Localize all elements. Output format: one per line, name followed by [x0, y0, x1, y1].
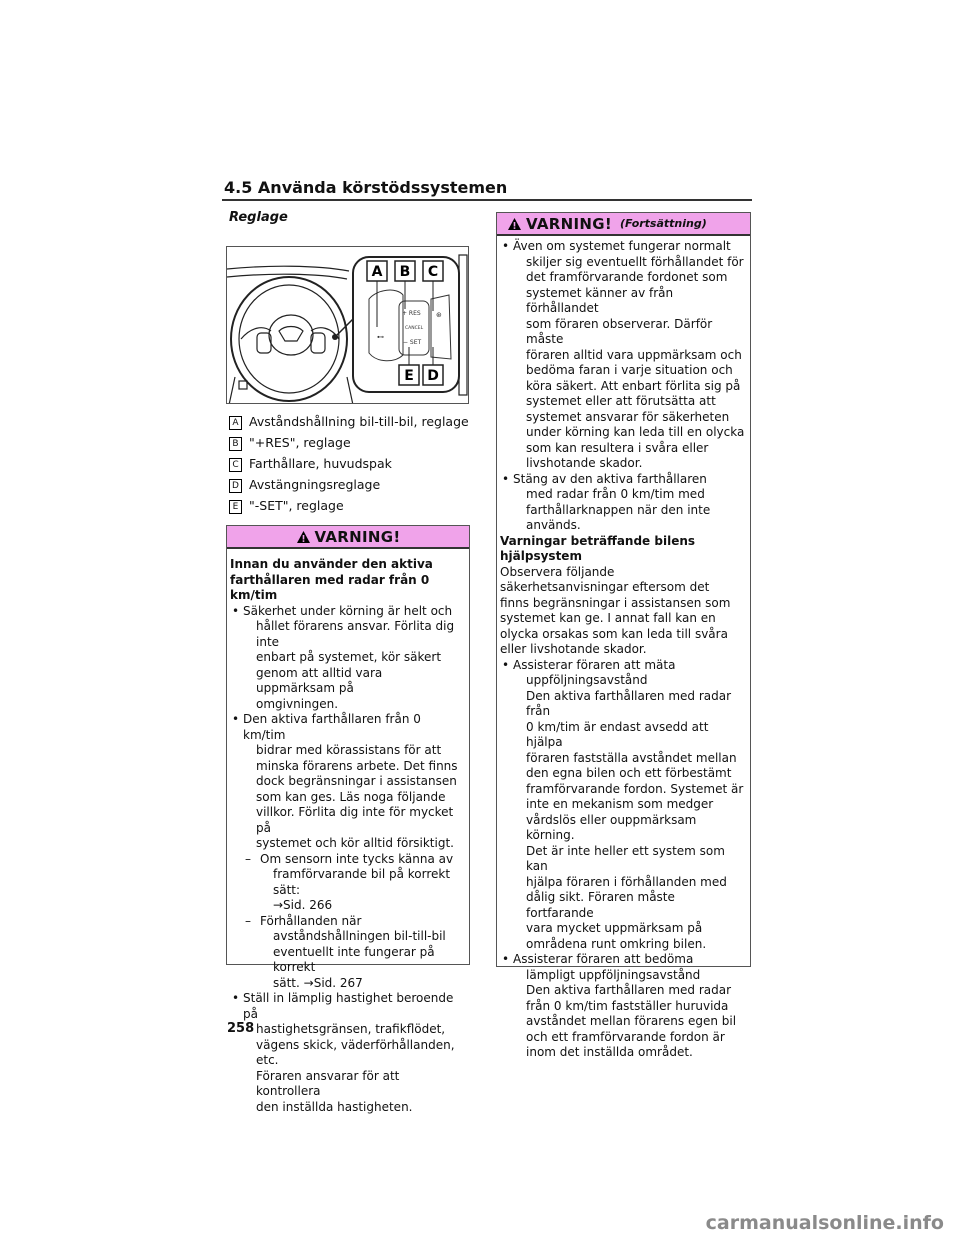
legend-text: Avstängningsreglage [249, 477, 381, 492]
legend-key: C [229, 458, 242, 472]
paragraph: Observera följande säkerhetsanvisningar eftersom det finns begränsningar i assistansen som systemet kan ge. I annat fall kan en olycka orsakas som kan leda till svåra eller livshotande skador. [500, 564, 731, 656]
bullet-item: • Ställ in lämplig hastighet beroende på hastighetsgränsen, trafikflödet, vägens skick, väderförhållanden, etc. Föraren ansvarar för att kontrollera den inställda hastigheten. [230, 991, 465, 1115]
warning-title: VARNING! [314, 527, 401, 546]
svg-text:⊷: ⊷ [377, 333, 384, 341]
legend-text: "+RES", reglage [249, 435, 351, 450]
warning-title: VARNING! [526, 214, 612, 233]
controls-legend [229, 414, 469, 519]
cancel-switch-label: CANCEL [405, 326, 424, 331]
legend-text: Avståndshållning bil-till-bil, reglage [249, 414, 469, 429]
controls-title: Reglage [229, 210, 288, 225]
warning-heading: Innan du använder den aktiva farthållaren med radar från 0 km/tim [230, 557, 433, 602]
page-reference-link: →Sid. 266 [273, 898, 333, 912]
bullet-item: • Stäng av den aktiva farthållaren med radar från 0 km/tim med farthållarknappen när den inte används. [500, 472, 746, 534]
bullet-item: • Assisterar föraren att bedöma lämpligt uppföljningsavstånd Den aktiva farthållaren med radar från 0 km/tim fastställer huruvida avståndet mellan förarens egen bil och ett framförvarande fordon är inom det inställda området. [500, 952, 746, 1061]
bullet-item: • Assisterar föraren att mäta uppföljningsavstånd Den aktiva farthållaren med radar från 0 km/tim är endast avsedd att hjälpa föraren fastställa avståndet mellan den egna bilen och ett förbestämt framförvarande fordon. Systemet är inte en mekanism som medger vårdslös eller ouppmärksam körning. Det är inte heller ett system som kan hjälpa föraren i förhållanden med dålig sikt. Föraren måste fortfarande vara mycket uppmärksam på områdena runt omkring bilen. [500, 658, 746, 953]
res-switch-label: + RES [402, 310, 421, 317]
warning-triangle-icon [507, 217, 522, 231]
legend-text: "-SET", reglage [249, 498, 344, 513]
section-heading: Varningar beträffande bilens hjälpsystem [500, 533, 696, 563]
warning-body [497, 236, 750, 1061]
legend-item [229, 435, 469, 456]
bullet-item: • Även om systemet fungerar normalt skiljer sig eventuellt förhållandet för det framförvarande fordonet som systemet känner av från förhållandet som föraren observerar. Därför måste föraren alltid vara uppmärksam och bedöma faran i varje situation och köra säkert. Att enbart förlita sig på systemet eller att förutsätta att systemet ansvarar för säkerheten under körning kan leda till en olycka som kan resultera i svåra eller livshotande skador. [500, 239, 746, 472]
figure-label-d: D [427, 368, 439, 384]
figure-label-c: C [427, 264, 439, 280]
figure-label-e: E [404, 368, 414, 384]
legend-text: Farthållare, huvudspak [249, 456, 392, 471]
warning-continued-label: (Fortsättning) [620, 217, 707, 230]
set-switch-label: − SET [403, 339, 422, 346]
watermark-footer: carmanualsonline.info [705, 1212, 944, 1234]
figure-label-b: B [399, 264, 411, 280]
bullet-item: • Säkerhet under körning är helt och hållet förarens ansvar. Förlita dig inte enbart på systemet, kör säkert genom att alltid vara uppmärksam på omgivningen. [230, 604, 465, 713]
legend-item [229, 456, 469, 477]
warning-header [227, 526, 469, 549]
figure-label-a: A [371, 264, 383, 280]
steering-wheel-figure [226, 246, 469, 404]
legend-item [229, 477, 469, 498]
legend-key: E [229, 500, 242, 514]
warning-body [227, 549, 469, 1115]
steering-wheel-illustration [227, 247, 469, 404]
legend-key: D [229, 479, 242, 493]
legend-key: A [229, 416, 242, 430]
warning-box-right [496, 212, 751, 1059]
bullet-item: • Den aktiva farthållaren från 0 km/tim bidrar med körassistans för att minska förarens arbete. Det finns dock begränsningar i assistansen som kan ges. Läs noga följande villkor. Förlita dig inte för mycket på systemet och kör alltid försiktigt. [230, 712, 465, 852]
section-header: 4.5 Använda körstödssystemen [224, 178, 508, 197]
page-number: 258 [227, 1021, 255, 1036]
warning-triangle-icon [296, 530, 311, 544]
legend-item [229, 414, 469, 435]
svg-text:⊛: ⊛ [436, 311, 442, 319]
dash-item: – Förhållanden när avståndshållningen bil-till-bil eventuellt inte fungerar på korrekt sätt. →Sid. 267 [245, 913, 446, 990]
legend-key: B [229, 437, 242, 451]
header-rule [222, 199, 752, 201]
warning-header [497, 213, 750, 236]
legend-item [229, 498, 469, 519]
dash-item: – Om sensorn inte tycks känna av framförvarande bil på korrekt sätt: →Sid. 266 [230, 852, 465, 914]
